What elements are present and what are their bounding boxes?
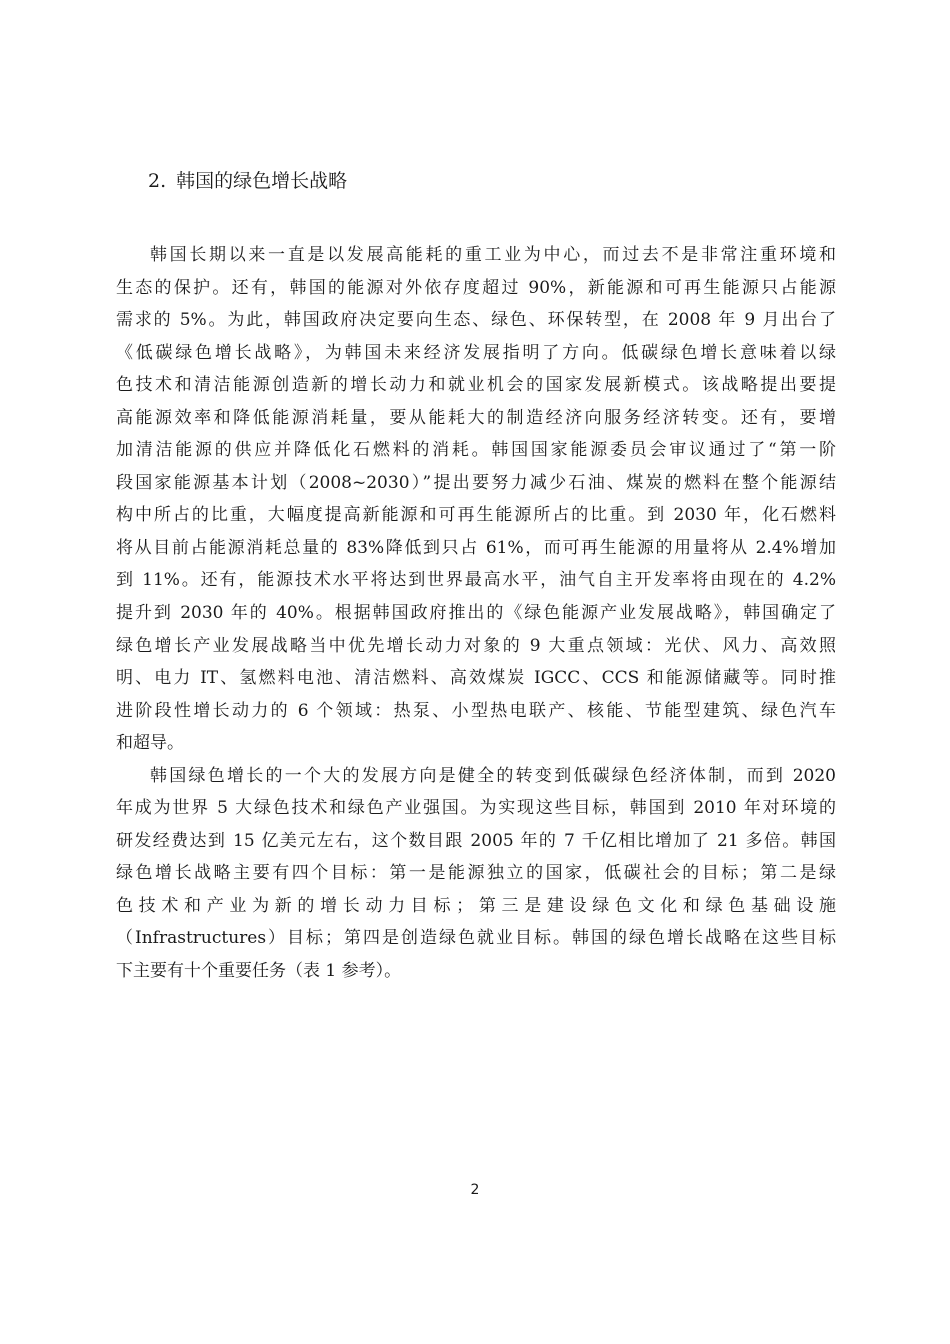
text-line: 到 11%。还有，能源技术水平将达到世界最高水平，油气自主开发率将由现在的 4.2% [116, 570, 836, 591]
text-line: 提升到 2030 年的 40%。根据韩国政府推出的《绿色能源产业发展战略》，韩国确定了 [116, 603, 836, 624]
section-title: 韩国的绿色增长战略 [176, 170, 348, 192]
text-line: 绿色增长战略主要有四个目标：第一是能源独立的国家，低碳社会的目标；第二是绿 [116, 863, 836, 884]
text-line: 进阶段性增长动力的 6 个领域：热泵、小型热电联产、核能、节能型建筑、绿色汽车 [116, 700, 836, 721]
text-line: 韩国绿色增长的一个大的发展方向是健全的转变到低碳绿色经济体制，而到 2020 [150, 765, 836, 786]
text-line: 研发经费达到 15 亿美元左右，这个数目跟 2005 年的 7 千亿相比增加了 21 多倍。韩国 [116, 830, 836, 851]
text-line: 加清洁能源的供应并降低化石燃料的消耗。韩国国家能源委员会审议通过了“第一阶 [116, 440, 836, 461]
text-line: 和超导。 [116, 733, 184, 754]
text-line: 段国家能源基本计划（2008~2030）”提出要努力减少石油、煤炭的燃料在整个能源结 [116, 472, 836, 493]
text-line: 绿色增长产业发展战略当中优先增长动力对象的 9 大重点领域：光伏、风力、高效照 [116, 635, 836, 656]
text-line: 明、电力 IT、氢燃料电池、清洁燃料、高效煤炭 IGCC、CCS 和能源储藏等。同时推 [116, 668, 836, 689]
text-line: 将从目前占能源消耗总量的 83%降低到只占 61%，而可再生能源的用量将从 2.4%增加 [116, 537, 836, 558]
section-heading [148, 166, 347, 196]
body-text [116, 239, 836, 988]
text-line: 生态的保护。还有，韩国的能源对外依存度超过 90%，新能源和可再生能源只占能源 [116, 277, 836, 298]
section-number: 2. [148, 170, 167, 192]
text-line: （Infrastructures）目标；第四是创造绿色就业目标。韩国的绿色增长战略在这些目标 [116, 928, 836, 949]
text-line: 《低碳绿色增长战略》，为韩国未来经济发展指明了方向。低碳绿色增长意味着以绿 [116, 342, 836, 363]
text-line: 韩国长期以来一直是以发展高能耗的重工业为中心，而过去不是非常注重环境和 [150, 245, 836, 265]
text-line: 构中所占的比重，大幅度提高新能源和可再生能源所占的比重。到 2030 年，化石燃料 [116, 505, 836, 526]
text-line: 色技术和产业为新的增长动力目标；第三是建设绿色文化和绿色基础设施 [116, 895, 836, 916]
text-line: 高能源效率和降低能源消耗量，要从能耗大的制造经济向服务经济转变。还有，要增 [116, 407, 836, 428]
text-line: 下主要有十个重要任务（表 1 参考）。 [116, 961, 402, 982]
page-number: 2 [470, 1182, 480, 1198]
text-line: 需求的 5%。为此，韩国政府决定要向生态、绿色、环保转型，在 2008 年 9 月出台了 [116, 310, 836, 331]
paragraph-2 [116, 760, 836, 988]
text-line: 色技术和清洁能源创造新的增长动力和就业机会的国家发展新模式。该战略提出要提 [116, 375, 836, 396]
paragraph-1 [116, 239, 836, 760]
text-line: 年成为世界 5 大绿色技术和绿色产业强国。为实现这些目标，韩国到 2010 年对环境的 [116, 798, 836, 819]
